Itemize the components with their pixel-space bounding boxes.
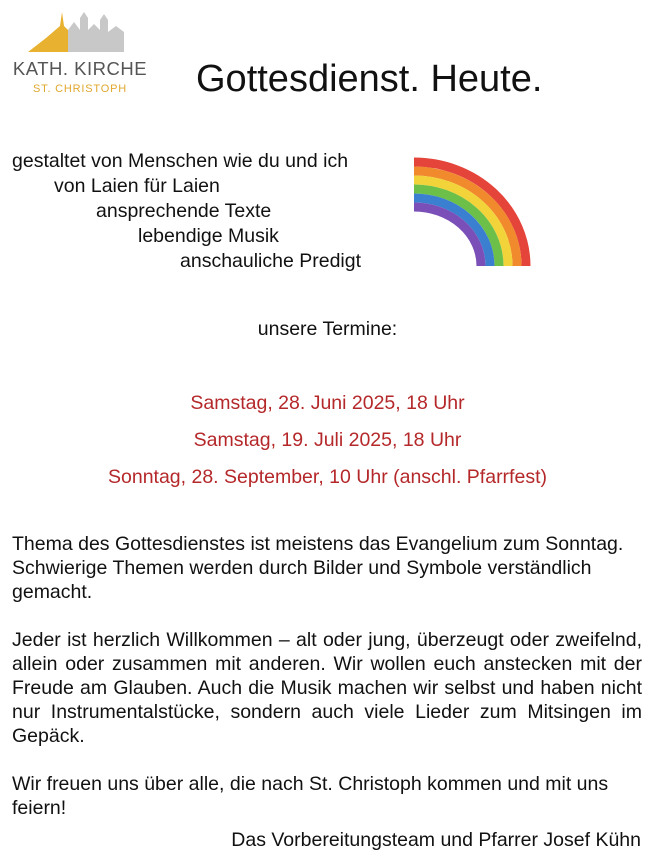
signature: Das Vorbereitungsteam und Pfarrer Josef Kühn: [231, 829, 641, 851]
logo-subtitle: ST. CHRISTOPH: [33, 83, 127, 95]
date-item-1: Samstag, 28. Juni 2025, 18 Uhr: [190, 392, 465, 414]
tagline-2: von Laien für Laien: [54, 175, 220, 197]
parish-logo: [10, 8, 150, 100]
page-title: Gottesdienst. Heute.: [196, 58, 543, 100]
tagline-1: gestaltet von Menschen wie du und ich: [12, 150, 349, 172]
paragraph-theme: Thema des Gottesdienstes ist meistens das Evangelium zum Sonntag. Schwierige Themen werden durch Bilder und Symbole verständlich gemacht.: [12, 533, 624, 603]
tagline-5: anschauliche Predigt: [180, 250, 362, 272]
paragraph-invitation: Wir freuen uns über alle, die nach St. Christoph kommen und mit uns feiern!: [12, 773, 609, 819]
paragraph-welcome: Jeder ist herzlich Willkommen – alt oder jung, überzeugt oder zweifelnd, allein oder zusammen mit anderen. Wir wollen euch anstecken mit der Freude am Glauben. Auch die Musik machen wir selbst und haben nicht nur Instrumentalstücke, sondern auch viele Lieder zum Mitsingen im Gepäck.: [12, 629, 642, 747]
date-item-3: Sonntag, 28. September, 10 Uhr (anschl. Pfarrfest): [108, 466, 547, 488]
tagline-3: ansprechende Texte: [96, 200, 272, 222]
logo-title: KATH. KIRCHE: [12, 58, 148, 79]
dates-heading: unsere Termine:: [257, 318, 398, 340]
rainbow-icon: [410, 152, 542, 268]
tagline-4: lebendige Musik: [138, 225, 279, 247]
church-skyline-icon: [28, 8, 132, 52]
date-item-2: Samstag, 19. Juli 2025, 18 Uhr: [193, 429, 462, 451]
